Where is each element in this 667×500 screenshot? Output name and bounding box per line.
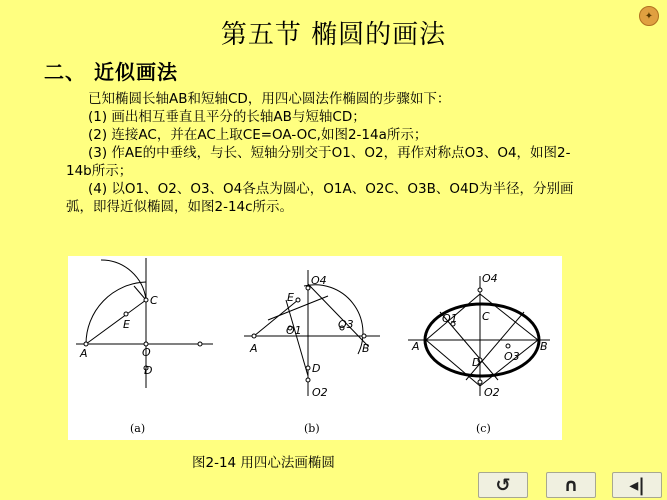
return-arrow-icon: ↺ (495, 474, 511, 496)
slide-title: 第五节 椭圆的画法 (220, 20, 447, 50)
label-a-D: D (144, 364, 153, 377)
diagram-c (408, 276, 550, 396)
step-2: (2) 连接AC，并在AC上取CE=OA-OC,如图2-14a所示； (88, 127, 428, 143)
label-b-D: D (312, 362, 321, 375)
diagram-b (244, 270, 380, 396)
sub-label-c: (c) (476, 422, 491, 435)
steps-text (66, 90, 596, 216)
label-c-O4: O4 (482, 272, 498, 285)
end-bar-icon: ◂| (629, 474, 645, 496)
label-c-O1: O1 (442, 312, 458, 325)
figure-caption: 图2-14 用四心法画椭圆 (192, 455, 335, 471)
figure-drawing (68, 256, 562, 440)
label-c-O3: O3 (504, 350, 520, 363)
label-a-E: E (123, 318, 130, 331)
label-b-O3: O3 (338, 318, 354, 331)
label-b-A: A (250, 342, 258, 355)
step-3: (3) 作AE的中垂线，与长、短轴分别交于O1、O2，再作对称点O3、O4，如图2-14b所示； (66, 145, 571, 179)
label-b-O1: O1 (286, 324, 302, 337)
label-a-C: C (150, 294, 158, 307)
step-4: (4) 以O1、O2、O3、O4各点为圆心，O1A、O2C、O3B、O4D为半径，分别画弧，即得近似椭圆，如图2-14c所示。 (66, 181, 574, 215)
label-b-O4: O4 (311, 274, 327, 287)
nav-bar (0, 470, 667, 500)
sub-label-b: (b) (304, 422, 320, 435)
label-c-C: C (482, 310, 490, 323)
label-c-B: B (540, 340, 548, 353)
step-intro: 已知椭圆长轴AB和短轴CD，用四心圆法作椭圆的步骤如下： (88, 91, 451, 107)
section-title: 二、 近似画法 (44, 60, 178, 84)
label-b-B: B (362, 342, 370, 355)
label-b-E: E (287, 291, 294, 304)
label-b-O2: O2 (312, 386, 328, 399)
figure-2-14 (68, 256, 562, 440)
label-a-O: O (142, 346, 151, 359)
end-button[interactable] (612, 472, 662, 498)
label-a-A: A (80, 347, 88, 360)
step-1: (1) 画出相互垂直且平分的长轴AB与短轴CD； (88, 109, 366, 125)
label-c-A: A (412, 340, 420, 353)
back-arch-icon: ∩ (563, 474, 579, 496)
label-c-D: D (472, 356, 481, 369)
badge-icon: ✦ (644, 10, 654, 22)
label-c-O2: O2 (484, 386, 500, 399)
return-button[interactable] (478, 472, 528, 498)
sub-label-a: (a) (130, 422, 146, 435)
back-button[interactable] (546, 472, 596, 498)
